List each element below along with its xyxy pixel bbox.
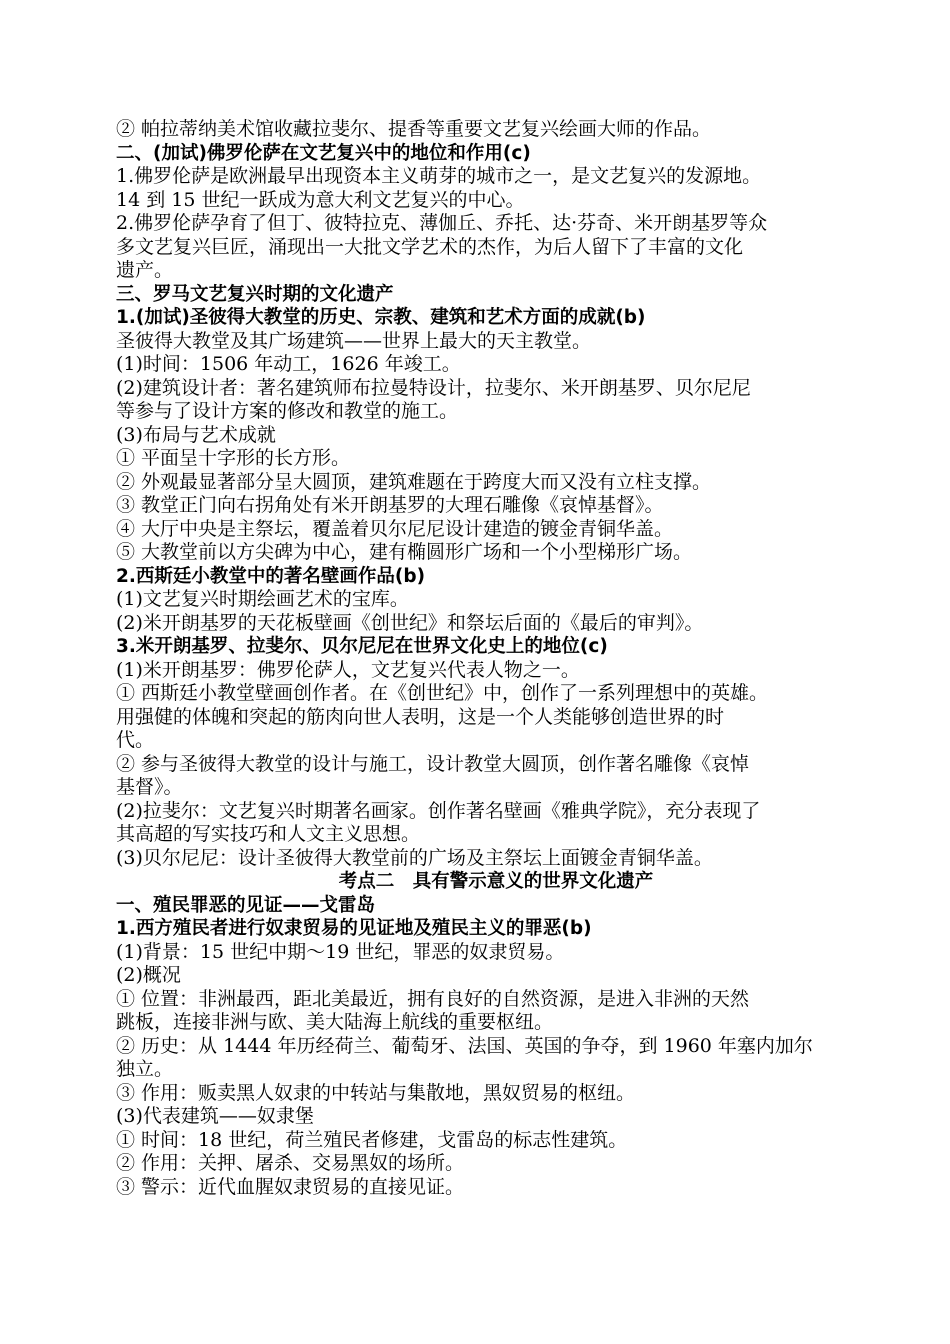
text-line: (2)建筑设计者：著名建筑师布拉曼特设计，拉斐尔、米开朗基罗、贝尔尼尼 <box>116 376 751 399</box>
text-line: (2)米开朗基罗的天花板壁画《创世纪》和祭坛后面的《最后的审判》。 <box>116 611 704 634</box>
text-line: 多文艺复兴巨匠，涌现出一大批文学艺术的杰作，为后人留下了丰富的文化 <box>116 235 744 258</box>
text-line: ① 西斯廷小教堂壁画创作者。在《创世纪》中，创作了一系列理想中的英雄。 <box>116 682 769 704</box>
text-line: (1)米开朗基罗：佛罗伦萨人，文艺复兴代表人物之一。 <box>116 658 580 681</box>
section-heading: 三、罗马文艺复兴时期的文化遗产 <box>116 283 394 305</box>
text-line: ④ 大厅中央是主祭坛，覆盖着贝尔尼尼设计建造的镀金青铜华盖。 <box>116 517 674 540</box>
text-line: (1)背景：15 世纪中期～19 世纪，罪恶的奴隶贸易。 <box>116 940 565 963</box>
text-line: (3)代表建筑——奴隶堡 <box>116 1105 314 1127</box>
text-line: ① 位置：非洲最西，距北美最近，拥有良好的自然资源，是进入非洲的天然 <box>116 987 750 1010</box>
section-heading: 一、殖民罪恶的见证——戈雷岛 <box>116 894 376 916</box>
text-line: 1.佛罗伦萨是欧洲最早出现资本主义萌芽的城市之一，是文艺复兴的发源地。 <box>116 165 762 187</box>
text-line: ② 参与圣彼得大教堂的设计与施工，设计教堂大圆顶，创作著名雕像《哀悼 <box>116 752 750 775</box>
section-heading: 2.西斯廷小教堂中的著名壁画作品(b) <box>116 565 426 587</box>
text-line: 等参与了设计方案的修改和教堂的施工。 <box>116 400 459 422</box>
text-line: (3)贝尔尼尼：设计圣彼得大教堂前的广场及主祭坛上面镀金青铜华盖。 <box>116 846 713 869</box>
text-line: ① 时间：18 世纪，荷兰殖民者修建，戈雷岛的标志性建筑。 <box>116 1128 628 1151</box>
text-line: (3)布局与艺术成就 <box>116 423 276 446</box>
section-heading: 考点二 具有警示意义的世界文化遗产 <box>338 871 654 892</box>
text-line: 基督》。 <box>116 776 183 798</box>
section-heading: 3.米开朗基罗、拉斐尔、贝尔尼尼在世界文化史上的地位(c) <box>116 636 608 657</box>
text-line: ① 平面呈十字形的长方形。 <box>116 447 351 469</box>
text-line: 遗产。 <box>116 259 174 281</box>
text-line: ③ 警示：近代血腥奴隶贸易的直接见证。 <box>116 1175 465 1198</box>
text-line: (1)时间：1506 年动工，1626 年竣工。 <box>116 353 461 375</box>
document-body <box>116 118 846 1199</box>
text-line: ② 作用：关押、屠杀、交易黑奴的场所。 <box>116 1152 465 1174</box>
text-line: 代。 <box>116 729 155 751</box>
text-line: ② 帕拉蒂纳美术馆收藏拉斐尔、提香等重要文艺复兴绘画大师的作品。 <box>116 118 712 140</box>
text-line: ② 历史：从 1444 年历经荷兰、葡萄牙、法国、英国的争夺，到 1960 年塞内加尔 <box>116 1034 813 1057</box>
text-line: 14 到 15 世纪一跃成为意大利文艺复兴的中心。 <box>116 188 525 211</box>
text-line: 其高超的写实技巧和人文主义思想。 <box>116 823 421 845</box>
text-line: ③ 作用：贩卖黑人奴隶的中转站与集散地，黑奴贸易的枢纽。 <box>116 1081 636 1104</box>
section-heading: 1.(加试)圣彼得大教堂的历史、宗教、建筑和艺术方面的成就(b) <box>116 307 646 328</box>
text-line: 独立。 <box>116 1058 174 1080</box>
text-line: 跳板，连接非洲与欧、美大陆海上航线的重要枢纽。 <box>116 1011 554 1033</box>
text-line: 用强健的体魄和突起的筋肉向世人表明，这是一个人类能够创造世界的时 <box>116 705 725 728</box>
section-heading: 二、(加试)佛罗伦萨在文艺复兴中的地位和作用(c) <box>116 142 531 164</box>
text-line: ③ 教堂正门向右拐角处有米开朗基罗的大理石雕像《哀悼基督》。 <box>116 494 664 516</box>
section-heading: 1.西方殖民者进行奴隶贸易的见证地及殖民主义的罪恶(b) <box>116 918 592 939</box>
text-line: (2)拉斐尔：文艺复兴时期著名画家。创作著名壁画《雅典学院》，充分表现了 <box>116 799 761 822</box>
text-line: ② 外观最显著部分呈大圆顶，建筑难题在于跨度大而又没有立柱支撑。 <box>116 470 712 493</box>
text-line: (1)文艺复兴时期绘画艺术的宝库。 <box>116 588 409 610</box>
text-line: (2)概况 <box>116 964 181 986</box>
text-line: 2.佛罗伦萨孕育了但丁、彼特拉克、薄伽丘、乔托、达·芬奇、米开朗基罗等众 <box>116 212 768 234</box>
text-line: ⑤ 大教堂前以方尖碑为中心，建有椭圆形广场和一个小型梯形广场。 <box>116 541 693 563</box>
text-line: 圣彼得大教堂及其广场建筑——世界上最大的天主教堂。 <box>116 329 592 352</box>
